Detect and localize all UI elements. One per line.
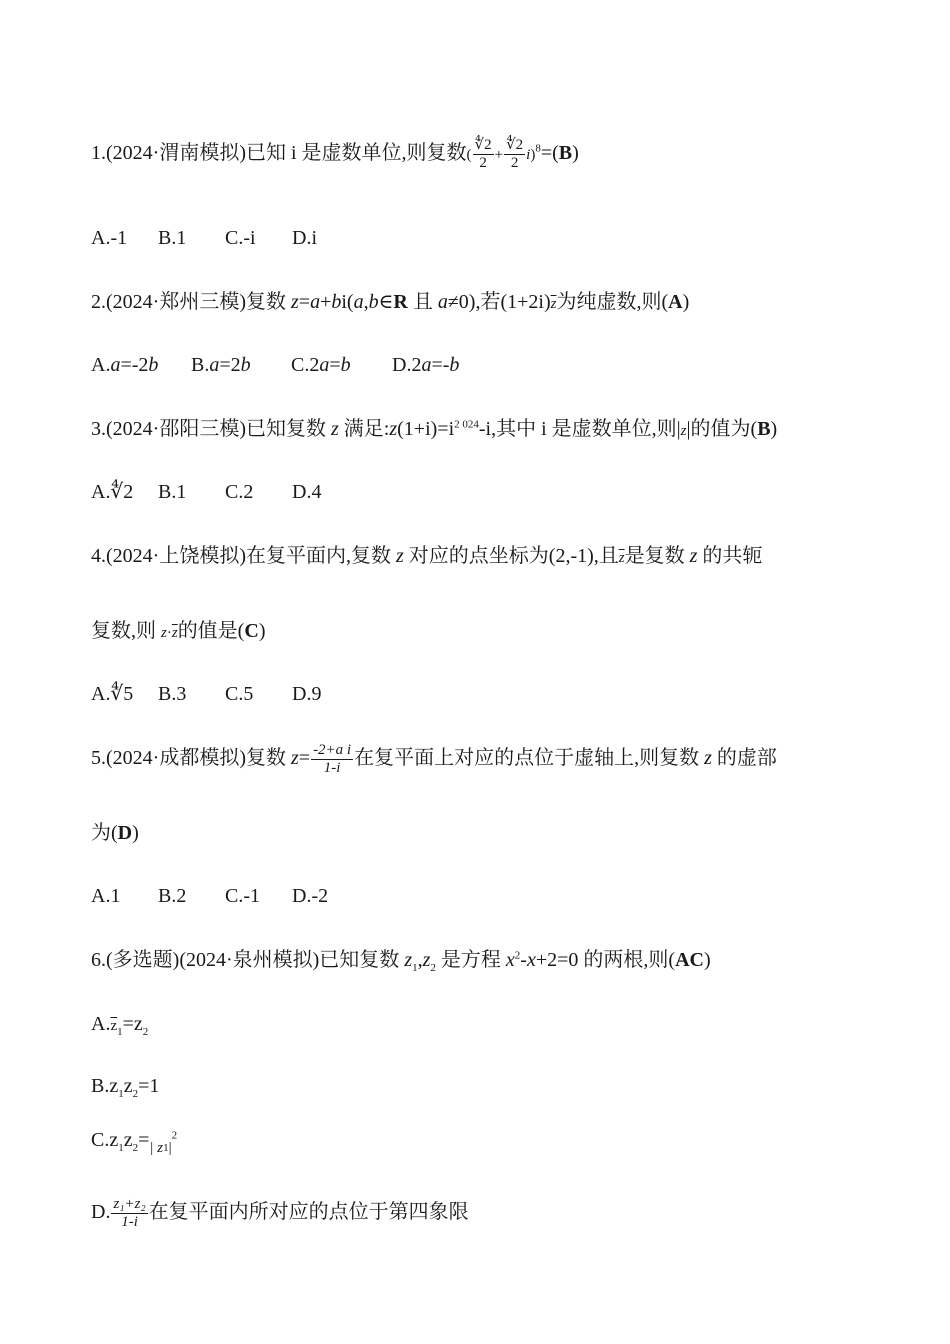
question-5-cont: 为(D): [91, 822, 139, 844]
question-1: 1.(2024·渭南模拟)已知 i 是虚数单位,则复数( $\frac{∜2}{2}$ + $\frac{∜2}{2}$ i)$^8$=(B): [91, 137, 579, 171]
option-a: A.-1: [91, 227, 128, 249]
options-1: [91, 224, 317, 252]
answer: B: [558, 142, 573, 165]
option-c: C.-i: [225, 227, 256, 249]
question-2: 2.(2024·郑州三模)复数 z=a+bi(a,b∈R 且 a≠0),若$(1+2i)\overline{z}$为纯虚数,则(A): [91, 291, 690, 313]
question-5: 5.(2024·成都模拟)复数 z= $\frac{\text{-2+a i}}{1-i}$ 在复平面上对应的点位于虚轴上,则复数 z 的虚部: [91, 742, 777, 776]
option-d: D.4: [292, 481, 322, 503]
option-b: B.1: [158, 227, 187, 249]
option-b: B.2: [158, 885, 187, 907]
answer: C: [244, 620, 259, 642]
answer: B: [757, 418, 771, 440]
option-a: A.a=-2b: [91, 354, 159, 376]
option-c: C.2a=b: [291, 354, 351, 376]
options-2: [91, 351, 459, 379]
option-6a: $A.\overline{z}_1=z_2$: [91, 1013, 149, 1038]
options-3: [91, 478, 321, 506]
option-b: B.1: [158, 481, 187, 503]
question-3: 3.(2024·邵阳三模)已知复数 z 满足$:z(1+i)=i^{2 024}-i$,其中 i 是虚数单位,则|z|的值为(B): [91, 418, 778, 440]
option-d: D.2a=-b: [392, 354, 460, 376]
answer: A: [668, 291, 683, 313]
option-c: C.2: [225, 481, 254, 503]
option-c: C.5: [225, 683, 254, 705]
fraction: $\frac{∜2}{2}$: [474, 137, 492, 171]
question-6: 6.(多选题)(2024·泉州模拟)已知复数 $z_1,z_2$ 是方程 $x^2-x+2=0$ 的两根,则(AC): [91, 949, 711, 974]
option-d: D.i: [292, 227, 317, 249]
fraction: $\frac{\text{z₁+z₂}}{1-i}$: [113, 1196, 146, 1230]
option-6b: $B.z_1z_2=1$: [91, 1075, 160, 1100]
options-5: [91, 882, 328, 910]
option-a: A.1: [91, 885, 121, 907]
fraction: $\frac{\text{-2+a i}}{1-i}$: [313, 742, 352, 776]
option-b: B.a=2b: [191, 354, 251, 376]
option-6c: $C.z_1z_2=_{| z1|}^2$: [91, 1129, 178, 1156]
option-a: A.∜5: [91, 683, 134, 705]
option-d: D.9: [292, 683, 322, 705]
answer: AC: [675, 949, 704, 971]
option-6d: D. $\frac{\text{z₁+z₂}}{1-i}$ 在复平面内所对应的点位于第四象限: [91, 1196, 469, 1230]
option-a: A.∜2: [91, 481, 134, 503]
answer: D: [117, 822, 133, 844]
option-c: C.-1: [225, 885, 260, 907]
question-4: 4.(2024·上饶模拟)在复平面内,复数 z 对应的点坐标为(2,-1),且$\overline{z}$是复数 z 的共轭: [91, 545, 763, 567]
fraction: $\frac{∜2}{2}$: [506, 137, 524, 171]
option-b: B.3: [158, 683, 187, 705]
option-d: D.-2: [292, 885, 329, 907]
question-4-cont: 复数,则 $z\cdot\overline{z}$的值是(C): [91, 620, 266, 642]
options-4: [91, 680, 321, 708]
